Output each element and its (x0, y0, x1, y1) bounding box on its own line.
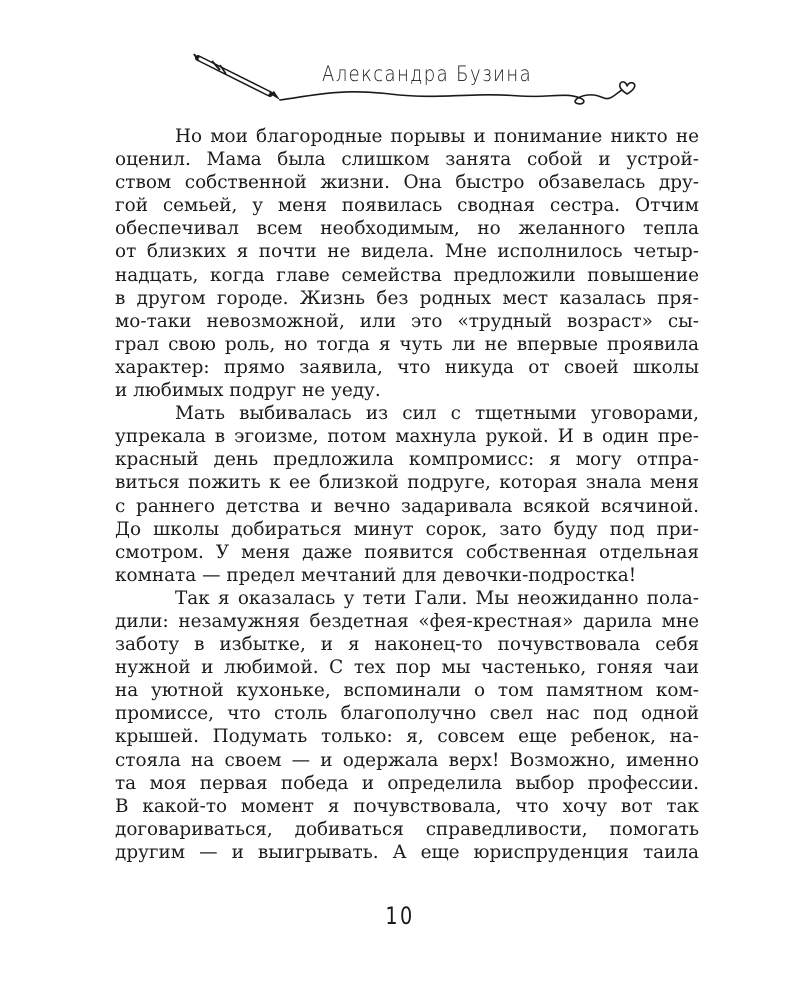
text-line: договариваться, добиваться справедливости, помогать (115, 818, 699, 840)
text-line: Так я оказалась у тети Гали. Мы неожиданно пола- (175, 587, 699, 609)
body-text (115, 125, 699, 864)
text-line: обеспечивал всем необходимым, но желанного тепла (115, 218, 699, 240)
text-line: Мать выбивалась из сил с тщетными уговорами, (175, 403, 699, 425)
text-line: ством собственной жизни. Она быстро обзавелась дру- (115, 172, 699, 194)
text-line: мо-таки невозможной, или это «трудный возраст» сы- (115, 310, 699, 332)
pen-icon (194, 54, 280, 100)
author-name: Александра Бузина (322, 62, 533, 86)
text-line: смотром. У меня даже появится собственная отдельная (115, 541, 699, 563)
text-line: заботу в избытке, и я наконец-то почувствовала себя (115, 634, 699, 656)
text-line: характер: прямо заявила, что никуда от своей школы (115, 356, 699, 378)
text-line: крышей. Подумать только: я, совсем еще ребенок, на- (115, 726, 699, 748)
text-line: от близких я почти не видела. Мне исполнилось четыр- (115, 241, 699, 263)
text-line: стояла на своем — и одержала верх! Возможно, именно (115, 749, 699, 771)
text-line: с раннего детства и вечно задаривала всякой всячиной. (115, 495, 699, 517)
text-line: гой семьей, у меня появилась сводная сестра. Отчим (115, 195, 699, 217)
text-line: виться пожить к ее близкой подруге, которая знала меня (115, 472, 699, 494)
text-line: оценил. Мама была слишком занята собой и устрой- (115, 149, 699, 171)
text-line: другим — и выигрывать. А еще юриспруденция таила (115, 841, 699, 863)
text-line: красный день предложила компромисс: я могу отпра- (115, 449, 699, 471)
page-number: 10 (385, 902, 415, 930)
text-line: комната — предел мечтаний для девочки-подростка! (115, 564, 637, 586)
text-line: промиссе, что столь благополучно свел нас под одной (115, 703, 699, 725)
running-header (190, 48, 650, 108)
text-line: нужной и любимой. С тех пор мы частенько, гоняя чаи (115, 657, 699, 679)
heart-icon (620, 82, 635, 94)
text-line: в другом городе. Жизнь без родных мест казалась пря- (115, 287, 699, 309)
text-line: на уютной кухоньке, вспоминали о том памятном ком- (115, 680, 699, 702)
text-line: надцать, когда главе семейства предложили повышение (115, 264, 699, 286)
text-line: упрекала в эгоизме, потом махнула рукой. И в один пре- (115, 426, 699, 448)
text-line: и любимых подруг не уеду. (115, 380, 381, 402)
text-line: Но мои благородные порывы и понимание никто не (175, 126, 699, 147)
text-line: грал свою роль, но тогда я чуть ли не впервые проявила (115, 333, 699, 355)
text-line: До школы добираться минут сорок, зато буду под при- (115, 518, 699, 540)
text-line: дили: незамужняя бездетная «фея-крестная» дарила мне (115, 610, 699, 632)
text-line: В какой-то момент я почувствовала, что хочу вот так (115, 795, 699, 817)
text-line: та моя первая победа и определила выбор профессии. (115, 772, 699, 794)
